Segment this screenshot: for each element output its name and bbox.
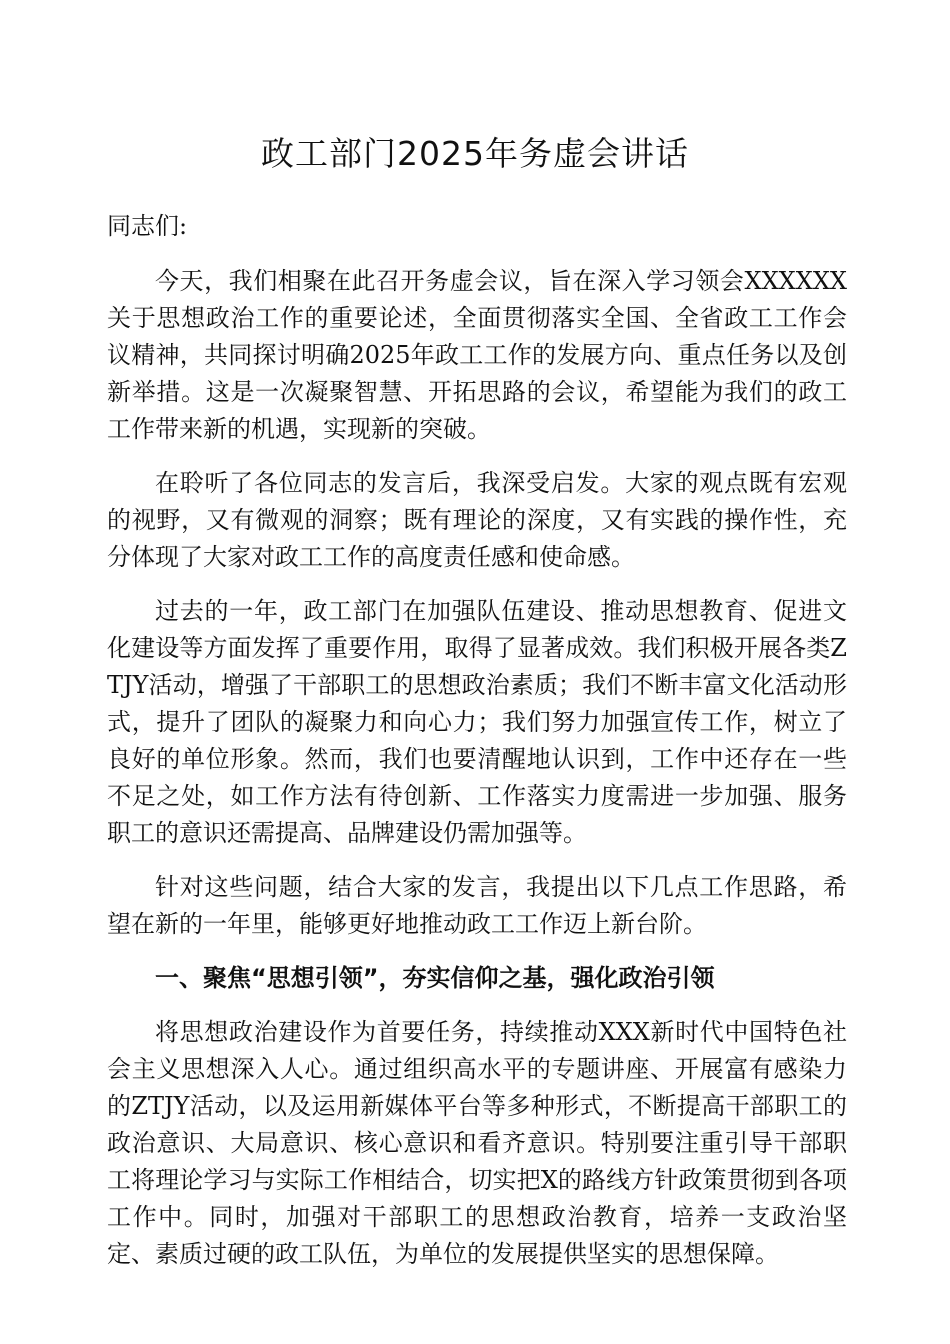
document-body: [107, 206, 847, 1290]
paragraph-section-1: 将思想政治建设作为首要任务，持续推动XXX新时代中国特色社会主义思想深入人心。通过组织高水平的专题讲座、开展富有感染力的ZTJY活动，以及运用新媒体平台等多种形式，不断提高干部职工的政治意识、大局意识、核心意识和看齐意识。特别要注重引导干部职工将理论学习与实际工作相结合，切实把X的路线方针政策贯彻到各项工作中。同时，加强对干部职工的思想政治教育，培养一支政治坚定、素质过硬的政工队伍，为单位的发展提供坚实的思想保障。: [107, 1018, 847, 1268]
salutation: 同志们:: [107, 212, 188, 240]
paragraph-opening: 今天，我们相聚在此召开务虚会议，旨在深入学习领会XXXXXX关于思想政治工作的重要论述，全面贯彻落实全国、全省政工工作会议精神，共同探讨明确2025年政工工作的发展方向、重点任务以及创新举措。这是一次凝聚智慧、开拓思路的会议，希望能为我们的政工工作带来新的机遇，实现新的突破。: [107, 267, 847, 443]
document-title: 政工部门2025年务虚会讲话: [261, 134, 689, 173]
paragraph-transition: 针对这些问题，结合大家的发言，我提出以下几点工作思路，希望在新的一年里，能够更好地推动政工工作迈上新台阶。: [107, 873, 847, 938]
paragraph-reflection: 在聆听了各位同志的发言后，我深受启发。大家的观点既有宏观的视野，又有微观的洞察；既有理论的深度，又有实践的操作性，充分体现了大家对政工工作的高度责任感和使命感。: [107, 469, 847, 571]
paragraph-review: 过去的一年，政工部门在加强队伍建设、推动思想教育、促进文化建设等方面发挥了重要作用，取得了显著成效。我们积极开展各类ZTJY活动，增强了干部职工的思想政治素质；我们不断丰富文化活动形式，提升了团队的凝聚力和向心力；我们努力加强宣传工作，树立了良好的单位形象。然而，我们也要清醒地认识到，工作中还存在一些不足之处，如工作方法有待创新、工作落实力度需进一步加强、服务职工的意识还需提高、品牌建设仍需加强等。: [107, 597, 847, 847]
section-heading-1: 一、聚焦“思想引领”，夯实信仰之基，强化政治引领: [155, 964, 715, 992]
